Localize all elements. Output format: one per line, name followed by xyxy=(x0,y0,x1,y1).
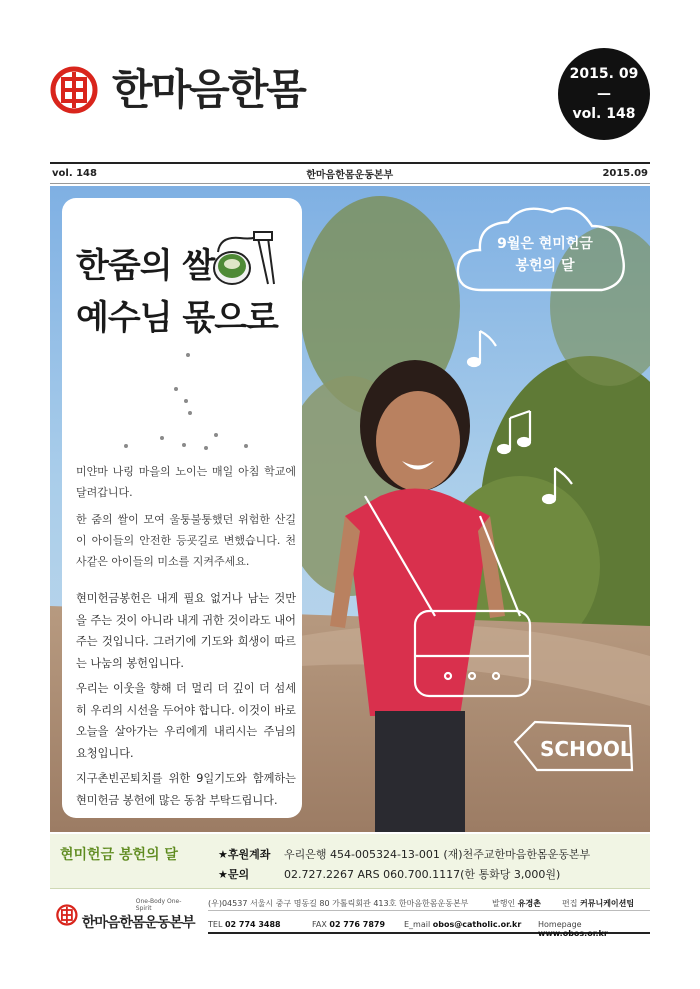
logo-wordmark xyxy=(112,52,322,122)
decorative-dot xyxy=(160,436,164,440)
headline-line2: 예수님 몫으로 xyxy=(76,298,278,338)
fax-label: FAX xyxy=(312,920,327,929)
account-value: 우리은행 454-005324-13-001 (재)천주교한마음한몸운동본부 xyxy=(284,848,591,861)
publisher-label: 발행인 xyxy=(492,899,516,908)
body-paragraph: 우리는 이웃을 향해 더 멀리 더 깊이 더 섬세히 우리의 시선을 두어야 합니다. 이것이 바로 오늘을 살아가는 우리에게 내리시는 주님의 요청입니다. xyxy=(76,682,296,760)
editor-label: 편집 xyxy=(562,899,578,908)
decorative-dot xyxy=(186,353,190,357)
issue-dash: — xyxy=(597,86,611,102)
footer-logo-tagline: One-Body One-Spirit xyxy=(135,898,182,912)
footer-contact-row xyxy=(208,918,650,938)
decorative-dot xyxy=(204,446,208,450)
decorative-dot xyxy=(174,387,178,391)
intro-text xyxy=(76,461,296,572)
contact-label: ★문의 xyxy=(218,868,250,881)
fax-number: 02 776 7879 xyxy=(329,920,386,929)
body-paragraph: 현미헌금봉헌은 내게 필요 없거나 남는 것만을 주는 것이 아니라 내게 귀한 것이라도 내어주는 것입니다. 그러기에 기도와 희생이 따르는 나눔의 봉헌입니다. xyxy=(76,592,296,670)
account-label: ★후원계좌 xyxy=(218,848,271,861)
strip-publisher: 한마음한몸운동본부 xyxy=(306,170,394,181)
cloud-caption xyxy=(470,233,620,277)
homepage-link[interactable]: www.obos.or.kr xyxy=(538,929,608,938)
contact-value: 02.727.2267 ARS 060.700.1117(한 통화당 3,000원) xyxy=(284,868,561,881)
cloud-caption-line2: 봉헌의 달 xyxy=(515,258,575,274)
band-title: 현미헌금 봉헌의 달 xyxy=(60,847,178,863)
decorative-dot xyxy=(184,399,188,403)
tel-number: 02 774 3488 xyxy=(224,920,281,929)
intro-paragraph: 미얀마 나링 마을의 노이는 매일 아침 학교에 달려갑니다. xyxy=(76,465,296,499)
decorative-dot xyxy=(214,433,218,437)
issue-date: 2015. 09 xyxy=(569,66,639,82)
email-label: E_mail xyxy=(404,920,431,929)
issue-volume: vol. 148 xyxy=(572,106,636,122)
headline-line1: 한줌의 쌀 xyxy=(76,246,215,286)
issue-badge xyxy=(558,48,650,140)
footer-logo xyxy=(56,900,196,930)
rice-bowl-icon xyxy=(210,228,278,292)
email-link[interactable]: obos@catholic.or.kr xyxy=(432,920,522,929)
decorative-dot xyxy=(124,444,128,448)
strip-date: 2015.09 xyxy=(602,168,648,179)
intro-paragraph: 한 줌의 쌀이 모여 울퉁불퉁했던 위험한 산길이 아이들의 안전한 등굣길로 변했습니다. 천사같은 아이들의 미소를 지켜주세요. xyxy=(76,513,296,568)
school-sign-text: SCHOOL xyxy=(540,737,633,761)
footer-logo-text: 한마음한몸운동본부 xyxy=(81,915,195,931)
footer-address-row xyxy=(208,896,650,911)
decorative-dot xyxy=(244,444,248,448)
body-text xyxy=(76,588,296,811)
body-paragraph: 지구촌빈곤퇴치를 위한 9일기도와 함께하는 현미헌금 봉헌에 많은 동참 부탁드립니다. xyxy=(76,772,296,807)
story-card xyxy=(62,198,302,818)
decorative-dot xyxy=(188,411,192,415)
logo-wordmark-text: 한마음한몸 xyxy=(112,65,305,114)
strip-volume: vol. 148 xyxy=(52,168,97,179)
logo-mark-icon xyxy=(50,66,98,114)
homepage-label: Homepage xyxy=(538,920,582,929)
footer-address: (우)04537 서울시 중구 명동길 80 가톨릭회관 413호 한마음한몸운동본부 xyxy=(208,899,469,908)
cloud-caption-line1: 9월은 현미헌금 xyxy=(497,236,593,252)
info-strip xyxy=(50,162,650,184)
tel-label: TEL xyxy=(208,920,223,929)
decorative-dot xyxy=(182,443,186,447)
footer-logo-mark-icon xyxy=(56,904,78,926)
editor-name: 커뮤니케이션팀 xyxy=(580,899,635,908)
publisher-name: 유경촌 xyxy=(517,899,541,908)
